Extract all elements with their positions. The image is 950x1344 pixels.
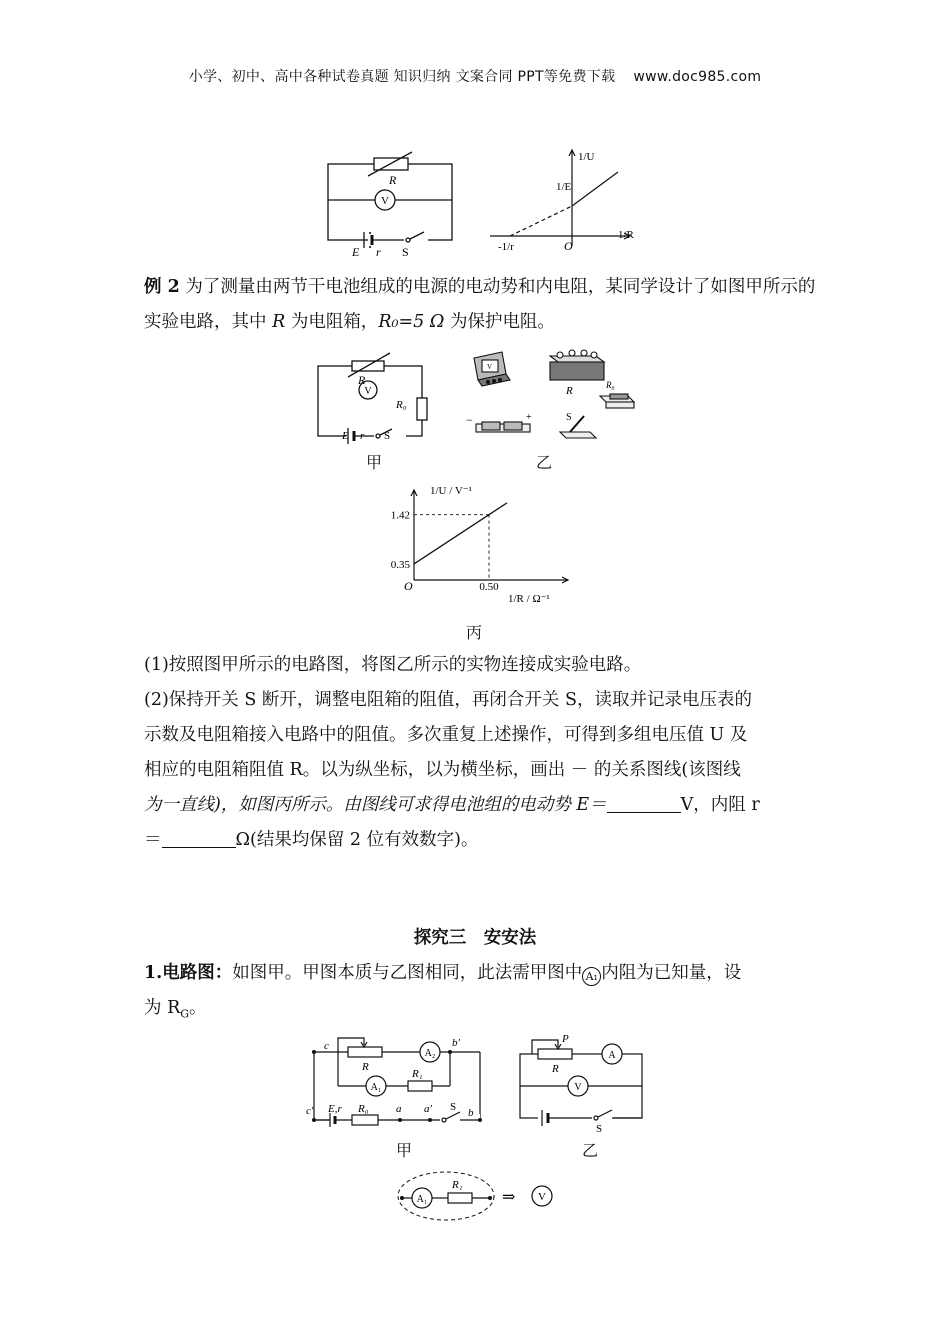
answer-blank-r[interactable] xyxy=(162,830,236,849)
fig2-label-S: S xyxy=(384,430,391,442)
chart3-xlabel: 1/R / Ω⁻¹ xyxy=(508,593,550,605)
fig1-label-E: E xyxy=(352,245,360,259)
question-1: (1)按照图甲所示的电路图，将图乙所示的实物连接成实验电路。 xyxy=(144,655,642,675)
figure-4-yi xyxy=(512,1030,652,1134)
apparatus-S-label: S xyxy=(566,412,572,423)
fig2-label-R: R xyxy=(358,373,366,387)
figure-equivalence xyxy=(394,1168,564,1226)
figure-3-graph xyxy=(370,478,580,612)
fig1-origin: O xyxy=(564,239,573,253)
fig1-graph xyxy=(490,150,630,246)
resistor-R0-apparatus xyxy=(600,394,634,408)
fig1-yaxis-label: 1/U xyxy=(578,151,595,163)
battery-apparatus xyxy=(476,422,530,432)
fig1-label-S: S xyxy=(402,245,409,259)
fig2-label-E: E xyxy=(342,430,349,442)
fig2-label-r: r xyxy=(360,430,365,442)
header-url[interactable]: www.doc985.com xyxy=(633,69,762,85)
fig4-caption-yi: 乙 xyxy=(582,1141,599,1160)
fig4-label-R0: R₀ xyxy=(358,1103,369,1115)
equiv-arrow: ⇒ xyxy=(502,1189,516,1206)
ammeter-A1-icon: A₁ xyxy=(582,967,601,986)
fig4-label-A1: A₁ xyxy=(370,1082,382,1093)
fig1-circuit xyxy=(328,152,452,248)
fig4-label-Er: E,r xyxy=(328,1103,342,1115)
apparatus-minus: − xyxy=(466,413,473,427)
apparatus-R-label: R xyxy=(566,385,573,397)
fig4-label-b-prime: b′ xyxy=(452,1037,460,1049)
fig1-label-R: R xyxy=(389,173,397,187)
fig4yi-label-A: A xyxy=(608,1050,616,1061)
chart3-ytick-0.35: 0.35 xyxy=(390,558,410,571)
fig1-xaxis-label: 1/R xyxy=(618,229,634,241)
fig4-label-S: S xyxy=(450,1101,457,1113)
fig4yi-label-S: S xyxy=(596,1123,603,1134)
fig4-label-R: R xyxy=(362,1061,369,1073)
figure-2-yi xyxy=(460,344,640,444)
equiv-label-A1: A₁ xyxy=(416,1194,428,1205)
page-header xyxy=(0,66,950,86)
chart3-ylabel: 1/U / V⁻¹ xyxy=(430,485,472,497)
apparatus-V-label: V xyxy=(487,363,493,371)
chart3-data-line xyxy=(414,503,507,564)
fig4-label-a-prime: a′ xyxy=(424,1103,432,1115)
fig2-caption-jia: 甲 xyxy=(366,453,383,472)
equiv-label-V: V xyxy=(538,1191,546,1203)
circuit-description: 1.电路图：如图甲。甲图本质与乙图相同，此法需甲图中 A₁ 内阻为已知量，设 为 $R_G$。 xyxy=(144,963,742,1021)
question-2: (2)保持开关 S 断开，调整电阻箱的阻值，再闭合开关 S，读取并记录电压表的 示数及电阻箱接入电路中的阻值。多次重复上述操作，可得到多组电压值 U 及 相应的电阻箱阻值 R。以为纵坐标，以为横坐标，画出 － 的关系图线(该图线 为一直线)，如图丙所示。由图线可求得电池组的电动势 E＝ V，内阻 r ＝ Ω(结果均保留 2 位有效数字)。 xyxy=(144,690,760,850)
chart3-xtick-0.50: 0.50 xyxy=(479,581,499,593)
example2-text: 例 2 为了测量由两节干电池组成的电源的电动势和内电阻，某同学设计了如图甲所示的实验电路，其中 R 为电阻箱，R₀=5 Ω 为保护电阻。 xyxy=(144,277,816,332)
fig4yi-label-R: R xyxy=(552,1063,559,1075)
resistance-box-apparatus xyxy=(550,350,604,380)
fig4-label-b: b xyxy=(468,1107,474,1119)
fig4-label-c: c xyxy=(324,1040,329,1052)
fig2-label-R0: R₀ xyxy=(396,399,407,411)
apparatus-plus: + xyxy=(526,412,532,423)
figure-1 xyxy=(300,146,660,266)
fig1-label-V: V xyxy=(381,195,389,207)
fig4-label-R1: R₁ xyxy=(412,1068,423,1080)
fig4yi-label-P: P xyxy=(562,1033,569,1045)
fig1-y-intercept-label: 1/E xyxy=(556,181,572,193)
fig4-label-a: a xyxy=(396,1103,402,1115)
fig2-caption-yi: 乙 xyxy=(536,453,553,472)
example2-label: 例 2 xyxy=(144,277,180,297)
fig4-label-c-prime: c′ xyxy=(306,1105,314,1117)
section-3-title: 探究三 安安法 xyxy=(413,928,537,948)
fig1-label-r: r xyxy=(376,245,381,259)
fig4-caption-jia: 甲 xyxy=(396,1141,413,1160)
fig2-label-V: V xyxy=(364,386,372,397)
fig4-label-A2: A₂ xyxy=(424,1048,436,1059)
fig1-x-intercept-label: -1/r xyxy=(498,241,514,253)
chart3-origin: O xyxy=(404,579,413,593)
chart3-ytick-1.42: 1.42 xyxy=(390,509,410,522)
fig4yi-label-V: V xyxy=(574,1082,582,1093)
apparatus-R0-label: R₀ xyxy=(606,380,615,390)
figure-2-jia xyxy=(310,350,440,446)
answer-blank-E[interactable] xyxy=(607,795,681,814)
equiv-label-R1: R₁ xyxy=(452,1179,463,1191)
fig3-caption: 丙 xyxy=(466,623,483,642)
header-left: 小学、初中、高中各种试卷真题 知识归纳 文案合同 PPT等免费下载 xyxy=(188,69,616,85)
figure-4-jia xyxy=(300,1032,490,1132)
